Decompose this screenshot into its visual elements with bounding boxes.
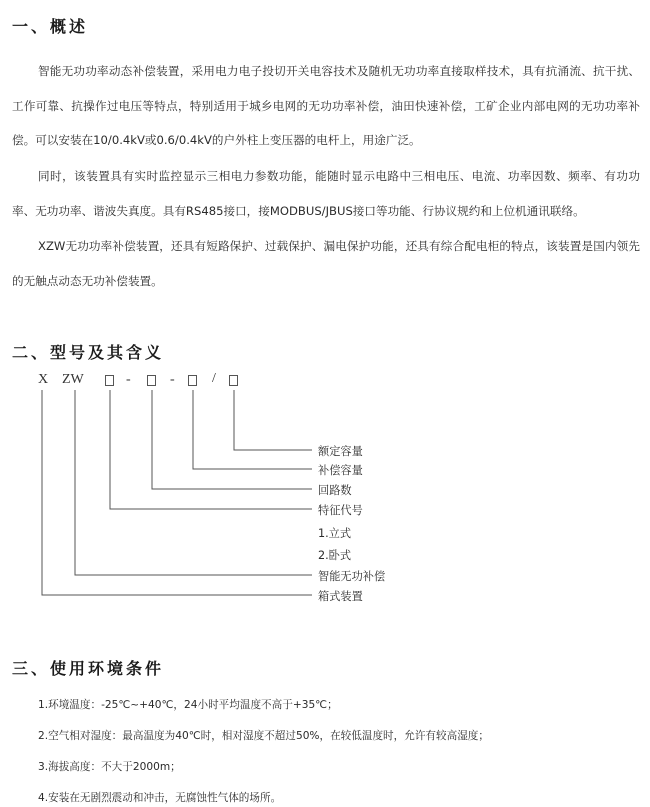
condition-humidity: 2.空气相对湿度：最高温度为40℃时，相对湿度不超过50%，在较低温度时，允许有较高湿度；	[38, 730, 489, 742]
section-heading-environment: 三、使用环境条件	[12, 659, 165, 678]
label-circuits: 回路数	[318, 484, 352, 497]
label-rated-capacity: 额定容量	[318, 445, 363, 458]
label-smart-comp: 智能无功补偿	[318, 570, 386, 583]
overview-paragraph-2: 同时，该装置具有实时监控显示三相电力参数功能，能随时显示电路中三相电压、电流、功率因数、频率、有功功率、无功功率、谐波失真度。具有RS485接口，接MODBUS/JBUS接口等功能、行协议规约和上位机通讯联络。	[12, 169, 640, 218]
section-heading-overview: 一、概述	[12, 17, 89, 36]
condition-temperature: 1.环境温度：-25℃~+40℃，24小时平均温度不高于+35℃；	[38, 699, 338, 711]
code-letters-zw: ZW	[62, 372, 84, 387]
code-dash-2: -	[170, 372, 175, 387]
label-box-type: 箱式装置	[318, 590, 363, 603]
label-vertical: 1.立式	[318, 527, 352, 540]
label-horizontal: 2.卧式	[318, 549, 352, 562]
code-dash-1: -	[126, 372, 131, 387]
overview-paragraph-3: XZW无功功率补偿装置，还具有短路保护、过载保护、漏电保护功能，还具有综合配电柜的特点，该装置是国内领先的无触点动态无功补偿装置。	[12, 239, 640, 288]
condition-installation-site: 4.安装在无剧烈震动和冲击，无腐蚀性气体的场所。	[38, 792, 282, 804]
label-comp-capacity: 补偿容量	[318, 464, 363, 477]
code-letter-x: X	[38, 372, 49, 387]
overview-paragraph-1: 智能无功功率动态补偿装置，采用电力电子投切开关电容技术及随机无功功率直接取样技术，具有抗涌流、抗干扰、工作可靠、抗操作过电压等特点，特别适用于城乡电网的无功功率补偿，油田快速补偿，工矿企业内部电网的无功功率补偿。可以安装在10/0.4kV或0.6/0.4kV的户外柱上变压器的电杆上，用途广泛。	[12, 64, 640, 148]
label-feature-code: 特征代号	[318, 504, 363, 517]
condition-altitude: 3.海拔高度：不大于2000m；	[38, 761, 181, 773]
section-heading-model: 二、型号及其含义	[12, 343, 165, 362]
code-slash: /	[212, 371, 216, 386]
